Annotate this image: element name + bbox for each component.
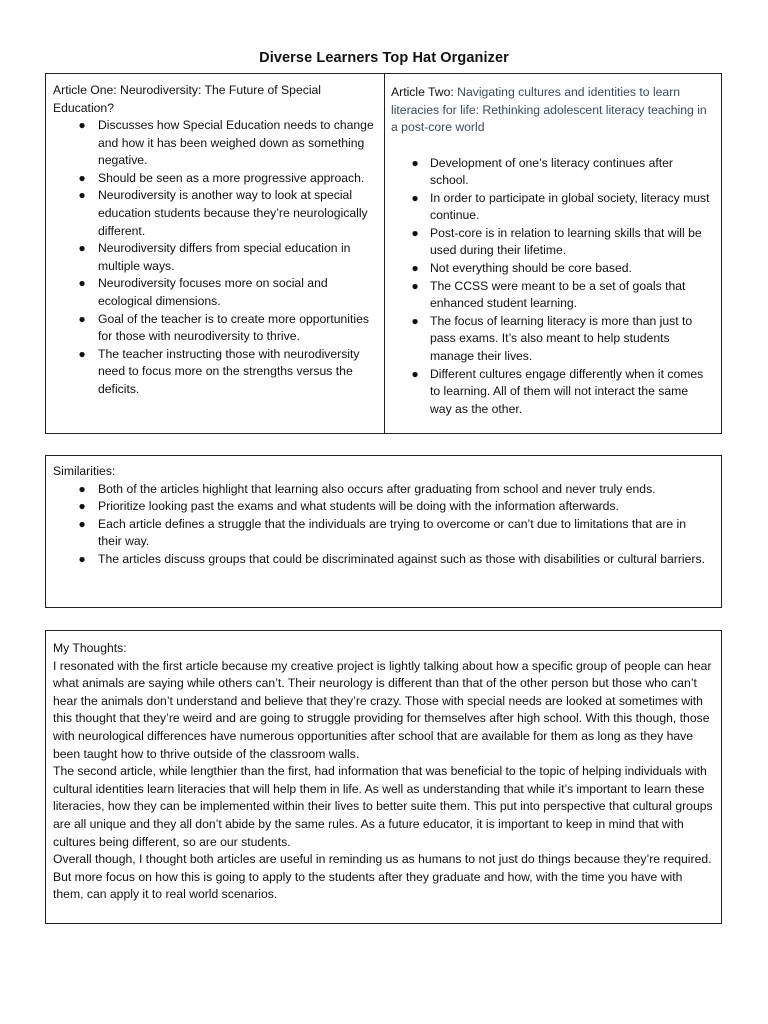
list-item: ● The teacher instructing those with neurodiversity need to focus more on the strengths versus the deficits. [78,346,360,396]
list-item: ● In order to participate in global society, literacy must continue. [411,190,710,223]
bullet-icon: ● [411,190,419,205]
list-item: ● Not everything should be core based. [391,260,713,278]
bullet-icon: ● [411,278,419,293]
bullet-icon: ● [78,551,86,566]
article-two-list [391,155,713,419]
thoughts-paragraph: I resonated with the first article because my creative project is lightly talking about how a specific group of people can hear what animals are saying while others can’t. Their neurology is different than that of the other person but those who can’t hear the animals don’t understand and believe that they’re crazy. Those with special needs are looked at sometimes with this thought that they’re weird and are going to struggle providing for themselves after high school. With this though, those with neurological differences have numerous opportunities after school that are available for them as long as they have been taught how to thrive outside of the classroom walls. [53,658,712,761]
article-one-heading: Article One: Neurodiversity: The Future of Special Education? [53,83,322,115]
thoughts-paragraph: The second article, while lengthier than the first, had information that was beneficial to the topic of helping individuals with cultural identities learn literacies that will help them in life. As well as understanding that while it’s important to learn these literacies, how they can be implemented within their lives to better suite them. This put into perspective that cultural groups are all unique and they all don’t abide by the same rules. As a future educator, it is important to keep in mind that with cultures being different, so are our students. [53,764,713,849]
article-two-title: Navigating cultures and identities to learn literacies for life: Rethinking adolescent literacy teaching in a post-core world [391,85,707,134]
bullet-icon: ● [78,170,86,185]
articles-table [45,73,722,434]
bullet-icon: ● [78,516,86,531]
list-item: ● Prioritize looking past the exams and what students will be doing with the information afterwards. [53,498,713,516]
bullet-icon: ● [78,481,86,496]
article-two-label: Article Two: [391,85,454,99]
thoughts-heading: My Thoughts: [53,641,127,655]
similarities-box [45,455,722,608]
article-two-cell [385,74,721,433]
article-one-list [53,117,376,399]
thoughts-box [45,630,722,924]
list-item: ● Goal of the teacher is to create more opportunities for those with neurodiversity to thrive. [78,311,369,344]
list-item: ● Should be seen as a more progressive approach. [53,170,376,188]
list-item: ● The focus of learning literacy is more than just to pass exams. It’s also meant to help students manage their lives. [411,313,693,364]
bullet-icon: ● [411,366,419,381]
bullet-icon: ● [78,311,86,326]
bullet-icon: ● [78,118,86,132]
list-item: ● Neurodiversity is another way to look at special education students because they’re neurologically different. [78,188,368,238]
article-two-heading [391,84,713,137]
list-item: ● Discusses how Special Education needs to change and how it has been weighed down as something negative. [78,118,374,168]
list-item: ● Neurodiversity differs from special education in multiple ways. [78,241,351,273]
article-one-cell [46,74,385,433]
list-item: ● Post-core is in relation to learning skills that will be used during their lifetime. [411,225,702,258]
list-item: ● The CCSS were meant to be a set of goals that enhanced student learning. [411,278,686,311]
bullet-icon: ● [78,346,86,361]
bullet-icon: ● [411,155,419,170]
bullet-icon: ● [411,225,419,240]
bullet-icon: ● [411,261,419,276]
document-title: Diverse Learners Top Hat Organizer [259,50,509,66]
bullet-icon: ● [78,241,86,256]
list-item: ● The articles discuss groups that could be discriminated against such as those with disabilities or cultural barriers. [53,551,713,569]
list-item: ● Development of one’s literacy continues after school. [411,155,673,188]
list-item: ● Each article defines a struggle that the individuals are trying to overcome or can’t due to limitations that are in their way. [78,516,687,549]
list-item: ● Both of the articles highlight that learning also occurs after graduating from school and never truly ends. [53,481,713,499]
list-item: ● Neurodiversity focuses more on social and ecological dimensions. [78,276,328,308]
bullet-icon: ● [411,313,419,328]
thoughts-paragraph: Overall though, I thought both articles are useful in reminding us as humans to not just do things because they’re required. But more focus on how this is going to apply to the students after they graduate and how, with the time you have with them, can apply it to real world scenarios. [53,852,712,902]
similarities-heading: Similarities: [53,464,116,478]
bullet-icon: ● [78,188,86,203]
bullet-icon: ● [78,499,86,514]
list-item: ● Different cultures engage differently when it comes to learning. All of them will not interact the same way as the other. [411,366,704,416]
similarities-list [53,481,713,569]
bullet-icon: ● [78,276,86,291]
